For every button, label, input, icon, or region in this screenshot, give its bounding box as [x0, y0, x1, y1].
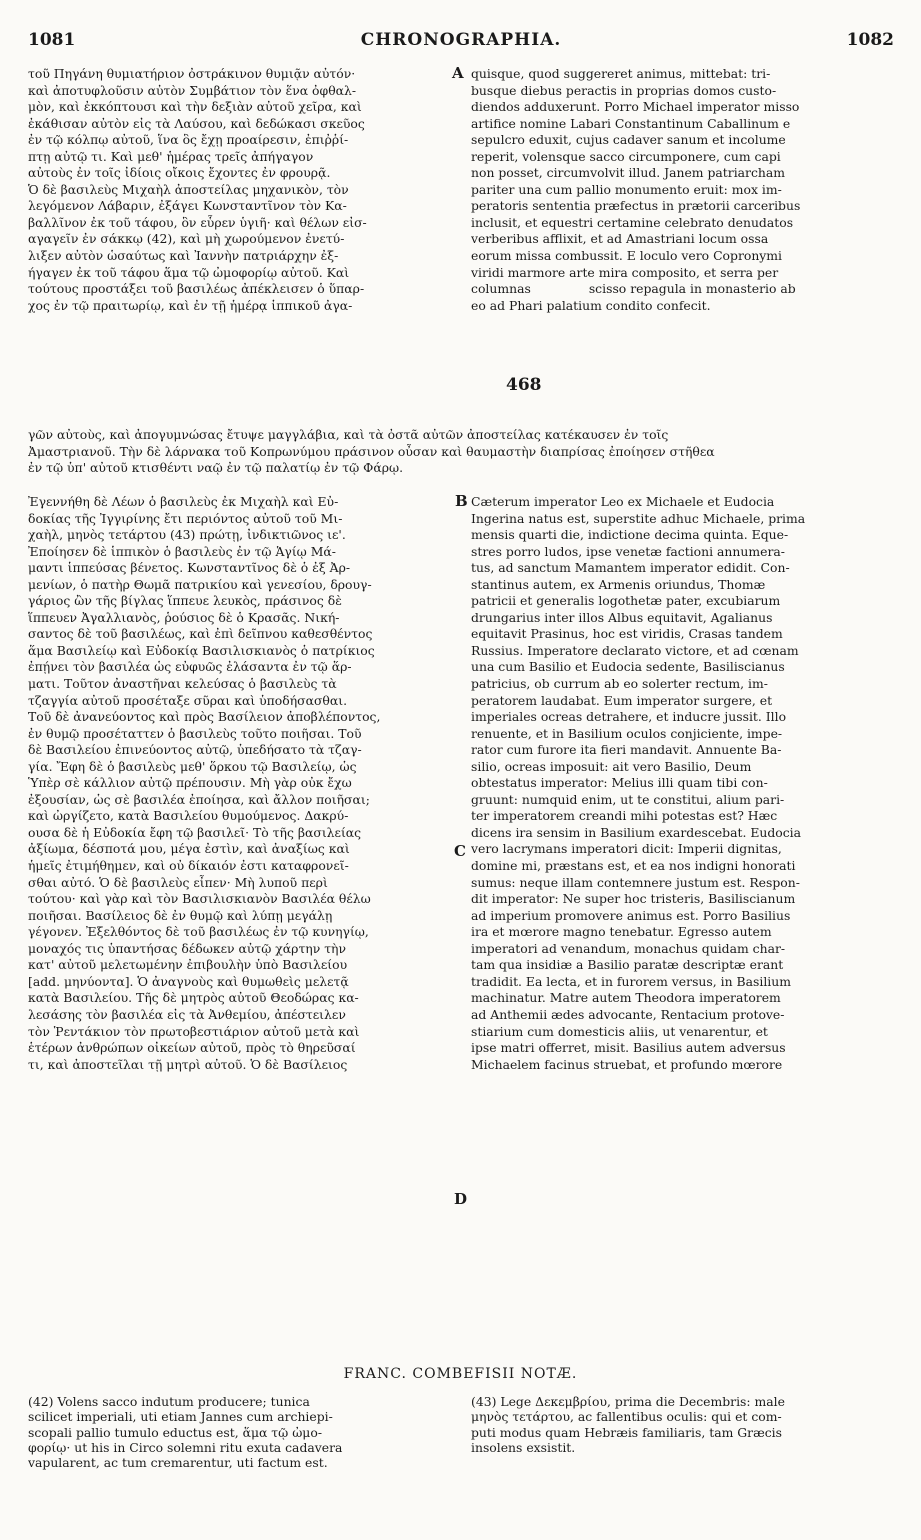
text-line: ἑτέρων ἀνθρώπων οἰκείων αὐτοῦ, πρὸς τὸ θηρεῦσαί [28, 1040, 356, 1056]
text-line: quisque, quod suggereret animus, mittebat: tri- [471, 66, 771, 81]
text-line: λεσάσης τὸν βασιλέα εἰς τὰ Ἀνθεμίου, ἀπέστειλεν [28, 1006, 346, 1022]
text-line: βαλλῖνον ἐκ τοῦ τάφου, ὃν εὗρεν ὑγιῆ· καὶ θέλων εἰσ- [28, 214, 367, 230]
text-line: peratoris sententia præfectus in prætorii carceribus [471, 198, 801, 214]
greek-column-main [28, 494, 456, 1073]
text-line: χαὴλ, μηνὸς τετάρτου (43) πρώτῃ, ἰνδικτιῶνος ιε'. [28, 527, 346, 543]
text-line: γῶν αὐτοὺς, καὶ ἀπογυμνώσας ἔτυψε μαγγλάβια, καὶ τὰ ὀστᾶ αὐτῶν ἀποστείλας κατέκαυσεν ἐν τοῖς [28, 427, 669, 442]
text-line: inclusit, et equestri certamine celebrato denudatos [471, 214, 794, 230]
text-line: insolens exsistit. [471, 1439, 576, 1455]
text-line: γάριος ὢν τῆς βίγλας ἵππευε λευκὸς, πράσινος δὲ [28, 593, 342, 609]
text-line: vapularent, ac tum cremarentur, uti factum est. [28, 1455, 328, 1471]
text-line: αὐτοὺς ἐν τοῖς ἰδίοις οἴκοις ἔχοντες ἐν φρουρᾷ. [28, 165, 331, 181]
text-line: eo ad Phari palatium condito confecit. [471, 297, 711, 313]
text-line: ουσα δὲ ἡ Εὐδοκία ἔφη τῷ βασιλεῖ· Τὸ τῆς βασιλείας [28, 824, 362, 840]
text-line: μαντι ἱππεύσας βένετος. Κωνσταντῖνος δὲ ὁ ἐξ Ἀρ- [28, 560, 351, 576]
note-43 [471, 1394, 895, 1455]
text-line: καὶ ὠργίζετο, κατὰ Βασιλείου θυμούμενος. Δακρύ- [28, 808, 349, 824]
text-line: artifice nomine Labari Constantinum Caballinum e [471, 115, 791, 131]
text-line: φορίῳ· ut his in Circo solemni ritu exuta cadavera [28, 1439, 343, 1455]
text-fragment: scisso repagula in monasterio ab [588, 281, 796, 297]
text-line: Russius. Imperatore declarato victore, et ad cœnam [471, 642, 799, 658]
text-line: peratorem laudabat. Eum imperator surgere, et [471, 692, 773, 708]
text-line: dit imperator: Ne super hoc tristeris, Basiliscianum [471, 891, 796, 907]
text-line: rator cum furore ita fieri mandavit. Annuente Ba- [471, 742, 782, 758]
text-line: μηνὸς τετάρτου, ac fallentibus oculis: qui et com- [471, 1409, 782, 1425]
margin-marker-d: D [454, 1190, 468, 1208]
latin-column-top [471, 66, 895, 314]
text-line: ματι. Τοῦτον ἀναστῆναι κελεύσας ὁ βασιλεὺς τὰ [28, 676, 337, 692]
text-line: drungarius inter illos Albus equitavit, Agalianus [471, 609, 773, 625]
text-line: ad Anthemii ædes advocante, Rentacium protove- [471, 1006, 785, 1022]
text-line: [add. μηνύοντα]. Ὁ ἀναγνοὺς καὶ θυμωθεὶς μελετᾷ [28, 973, 349, 989]
page-header [28, 30, 894, 60]
margin-marker-c: C [454, 842, 466, 860]
text-line: domine mi, præstans est, et ea nos indigni honorati [471, 858, 796, 874]
text-line: viridi marmore arte mira composito, et serra per [471, 264, 779, 280]
page-number-right: 1082 [846, 30, 894, 50]
text-line: λεγόμενον Λάβαριν, ἐξάγει Κωνσταντῖνον τὸν Κα- [28, 198, 347, 214]
text-line: Ὑπὲρ σὲ κάλλιον αὐτῷ πρέπουσιν. Μὴ γὰρ οὐκ ἔχω [28, 775, 352, 791]
text-line: imperatori ad venandum, monachus quidam char- [471, 940, 786, 956]
inline-page-number: 468 [506, 375, 542, 395]
page-number-left: 1081 [28, 30, 76, 50]
greek-fullwidth [28, 427, 895, 477]
text-line: Michaelem facinus struebat, et profundo mœrore [471, 1056, 783, 1072]
text-line: (42) Volens sacco indutum producere; tunica [28, 1394, 310, 1409]
text-line: ἅμα Βασιλείῳ καὶ Εὐδοκίᾳ Βασιλισκιανὸς ὁ πατρίκιος [28, 642, 375, 658]
text-line: tus, ad sanctum Mamantem imperator edidit. Con- [471, 560, 790, 576]
text-line: δὲ Βασιλείου ἐπινεύοντος αὐτῷ, ὑπεδήσατο τὰ τζαγ- [28, 742, 362, 758]
text-line: ἐν τῷ κόλπῳ αὐτοῦ, ἵνα ὃς ἔχῃ προαίρεσιν, ἐπιῤῥί- [28, 132, 349, 148]
text-line: non posset, circumvolvit illud. Janem patriarcham [471, 165, 786, 181]
text-line: κατὰ Βασιλείου. Τῆς δὲ μητρὸς αὐτοῦ Θεοδώρας κα- [28, 990, 359, 1006]
margin-marker-a: A [452, 64, 464, 82]
text-line: ἀξίωμα, δέσποτά μου, μέγα ἐστὶν, καὶ ἀναξίως καὶ [28, 841, 350, 857]
text-line: Ingerina natus est, superstite adhuc Michaele, prima [471, 510, 806, 526]
text-line: verberibus afflixit, et ad Amastriani locum ossa [471, 231, 769, 247]
text-line: Ἐγεννήθη δὲ Λέων ὁ βασιλεὺς ἐκ Μιχαὴλ καὶ Εὐ- [28, 494, 339, 509]
text-line: ήγαγεν ἐκ τοῦ τάφου ἅμα τῷ ὠμοφορίῳ αὐτοῦ. Καὶ [28, 264, 350, 280]
text-line: τζαγγία αὐτοῦ προσέταξε σῦραι καὶ ὑποδήσασθαι. [28, 692, 348, 708]
text-line: machinatur. Matre autem Theodora imperatorem [471, 990, 781, 1006]
text-line: imperiales ocreas detrahere, et inducre jussit. Illo [471, 709, 787, 725]
text-line: μὸν, καὶ ἐκκόπτουσι καὶ τὴν δεξιὰν αὐτοῦ χεῖρα, καὶ [28, 99, 362, 115]
text-line: stantinus autem, ex Armenis oriundus, Thomæ [471, 576, 766, 592]
text-line: diendos adduxerunt. Porro Michael imperator misso [471, 99, 800, 115]
text-line: δοκίας τῆς Ἰγγιρίνης ἔτι περιόντος αὐτοῦ τοῦ Μι- [28, 510, 343, 526]
text-line: κατ' αὐτοῦ μελετωμένην ἐπιβουλὴν ὑπὸ Βασιλείου [28, 957, 348, 973]
text-line: pariter una cum pallio monumento eruit: mox im- [471, 181, 782, 197]
text-line: vero lacrymans imperatori dicit: Imperii dignitas, [471, 841, 782, 857]
text-line: γία. Ἔφη δὲ ὁ βασιλεὺς μεθ' ὅρκου τῷ Βασιλείῳ, ὡς [28, 758, 357, 774]
text-line: γέγονεν. Ἐξελθόντος δὲ τοῦ βασιλέως ἐν τῷ κυνηγίῳ, [28, 924, 369, 940]
text-line: reperit, volensque sacco circumponere, cum capi [471, 148, 781, 164]
text-line: σθαι αὐτό. Ὁ δὲ βασιλεὺς εἶπεν· Μὴ λυποῦ περὶ [28, 874, 328, 890]
text-line: ἵππευεν Ἀγαλλιανὸς, ῥούσιος δὲ ὁ Κρασᾶς. Νική- [28, 609, 340, 625]
text-line: ἐκάθισαν αὐτὸν εἰς τὰ Λαύσου, καὶ δεδώκασι σκεῦος [28, 115, 365, 131]
notes-heading: FRANC. COMBEFISII NOTÆ. [343, 1366, 578, 1382]
text-line: scopali pallio tumulo eductus est, ἅμα τῷ ὠμο- [28, 1424, 323, 1440]
text-line: Ἐποίησεν δὲ ἱππικὸν ὁ βασιλεὺς ἐν τῷ Ἁγίῳ Μά- [28, 543, 336, 559]
text-line: obtestatus imperator: Melius illi quam tibi con- [471, 775, 768, 791]
text-line: Ἀμαστριανοῦ. Τὴν δὲ λάρνακα τοῦ Κοπρωνύμου πράσινον οὖσαν καὶ θαυμαστὴν διαπρίσας ἐποίησεν στῆθεα [28, 443, 715, 459]
text-line: eorum missa combussit. E loculo vero Copronymi [471, 248, 783, 264]
text-line: τὸν Ῥεντάκιον τὸν πρωτοβεστιάριον αὐτοῦ μετὰ καὶ [28, 1023, 360, 1039]
text-line: ipse matri offerret, misit. Basilius autem adversus [471, 1040, 786, 1056]
text-fragment: columnas [471, 281, 531, 297]
text-line: λιξεν αὐτὸν ὡσαύτως καὶ Ἰαννὴν πατριάρχην ἐξ- [28, 248, 339, 264]
text-line: ἐπῄνει τὸν βασιλέα ὡς εὐφυῶς ἐλάσαντα ἐν τῷ ἅρ- [28, 659, 352, 675]
text-line: Τοῦ δὲ ἀνανεύοντος καὶ πρὸς Βασίλειον ἀποβλέποντος, [28, 709, 381, 725]
text-line: busque diebus peractis in proprias domos custo- [471, 82, 777, 98]
text-line: ira et mœrore magno tenebatur. Egresso autem [471, 924, 772, 940]
text-line: ter imperatorem creandi mihi potestas est? Hæc [471, 808, 778, 824]
text-line: ἐν τῷ ὑπ' αὐτοῦ κτισθέντι ναῷ ἐν τῷ παλατίῳ ἐν τῷ Φάρῳ. [28, 460, 404, 476]
text-line: Ὁ δὲ βασιλεὺς Μιχαὴλ ἀποστείλας μηχανικὸν, τὸν [28, 181, 349, 197]
note-42 [28, 1394, 462, 1470]
text-line: gruunt: numquid enim, ut te constitui, alium pari- [471, 791, 785, 807]
text-line: ad imperium promovere animus est. Porro Basilius [471, 907, 791, 923]
text-line: ἐξουσίαν, ὡς σὲ βασιλέα ἐποίησα, καὶ ἄλλον ποιῆσαι; [28, 791, 370, 807]
latin-column-main [471, 494, 895, 1073]
text-line: ἡμεῖς ἐτιμήθημεν, καὶ οὐ δίκαιόν ἐστι καταφρονεῖ- [28, 858, 349, 874]
text-line: μενίων, ὁ πατὴρ Θωμᾶ πατρικίου καὶ γενεσίου, δρουγ- [28, 576, 372, 592]
text-line: equitavit Prasinus, hoc est viridis, Crasas tandem [471, 626, 783, 642]
text-line: stiarium cum domesticis aliis, ut venarentur, et [471, 1023, 768, 1039]
text-line: χος ἐν τῷ πραιτωρίῳ, καὶ ἐν τῇ ἡμέρᾳ ἱππικοῦ ἀγα- [28, 297, 353, 313]
text-line: καὶ ἀποτυφλοῦσιν αὐτὸν Συμβάτιον τὸν ἕνα ὀφθαλ- [28, 82, 357, 98]
text-line: τούτου· καὶ γὰρ καὶ τὸν Βασιλισκιανὸν Βασιλέα θέλω [28, 891, 371, 907]
text-line: silio, ocreas imposuit: ait vero Basilio, Deum [471, 758, 752, 774]
text-line: scilicet imperiali, uti etiam Jannes cum archiepi- [28, 1409, 333, 1425]
text-line: (43) Lege Δεκεμβρίου, prima die Decembris: male [471, 1394, 785, 1409]
greek-column-top [28, 66, 456, 314]
text-line: mensis quarti die, indictione decima quinta. Eque- [471, 527, 789, 543]
text-line: patricii et generalis logothetæ pater, excubiarum [471, 593, 781, 609]
text-line: una cum Basilio et Eudocia sedente, Basiliscianus [471, 659, 785, 675]
text-line: αγαγεῖν ἐν σάκκῳ (42), καὶ μὴ χωρούμενον ἐνετύ- [28, 231, 345, 247]
text-line [471, 281, 895, 298]
text-line: dicens ira sensim in Basilium exardescebat. Eudocia [471, 824, 802, 840]
text-line: tradidit. Ea lecta, et in furorem versus, in Basilium [471, 973, 791, 989]
text-line: renuente, et in Basilium oculos conjiciente, impe- [471, 725, 783, 741]
text-line: τοῦ Πηγάνη θυμιατήριον ὀστράκινον θυμιᾷν αὐτόν· [28, 66, 356, 81]
text-line: πτῃ αὐτῷ τι. Καὶ μεθ' ἡμέρας τρεῖς ἀπήγαγον [28, 148, 314, 164]
text-line: τι, καὶ ἀποστεῖλαι τῇ μητρὶ αὐτοῦ. Ὁ δὲ Βασίλειος [28, 1056, 348, 1072]
running-title: CHRONOGRAPHIA. [360, 30, 562, 50]
text-line: μοναχός τις ὑπαντήσας δέδωκεν αὐτῷ χάρτην τὴν [28, 940, 347, 956]
text-line: tam qua insidiæ a Basilio paratæ descriptæ erant [471, 957, 784, 973]
text-line: ἐν θυμῷ προσέταττεν ὁ βασιλεὺς τοῦτο ποιῆσαι. Τοῦ [28, 725, 362, 741]
text-line: sumus: neque illam contemnere justum est. Respon- [471, 874, 800, 890]
text-line: stres porro ludos, ipse venetæ factioni annumera- [471, 543, 785, 559]
text-line: puti modus quam Hebræis familiaris, tam Græcis [471, 1424, 783, 1440]
text-line: τούτους προστάξει τοῦ βασιλέως ἀπέκλεισεν ὁ ὕπαρ- [28, 281, 365, 297]
text-line: σαντος δὲ τοῦ βασιλέως, καὶ ἐπὶ δεῖπνου καθεσθέντος [28, 626, 373, 642]
text-line: Cæterum imperator Leo ex Michaele et Eudocia [471, 494, 775, 509]
margin-marker-b: B [455, 492, 468, 510]
text-line: patricius, ob currum ab eo solerter rectum, im- [471, 676, 768, 692]
text-line: sepulcro eduxit, cujus cadaver sanum et incolume [471, 132, 786, 148]
text-line: ποιῆσαι. Βασίλειος δὲ ἐν θυμῷ καὶ λύπῃ μεγάλῃ [28, 907, 333, 923]
